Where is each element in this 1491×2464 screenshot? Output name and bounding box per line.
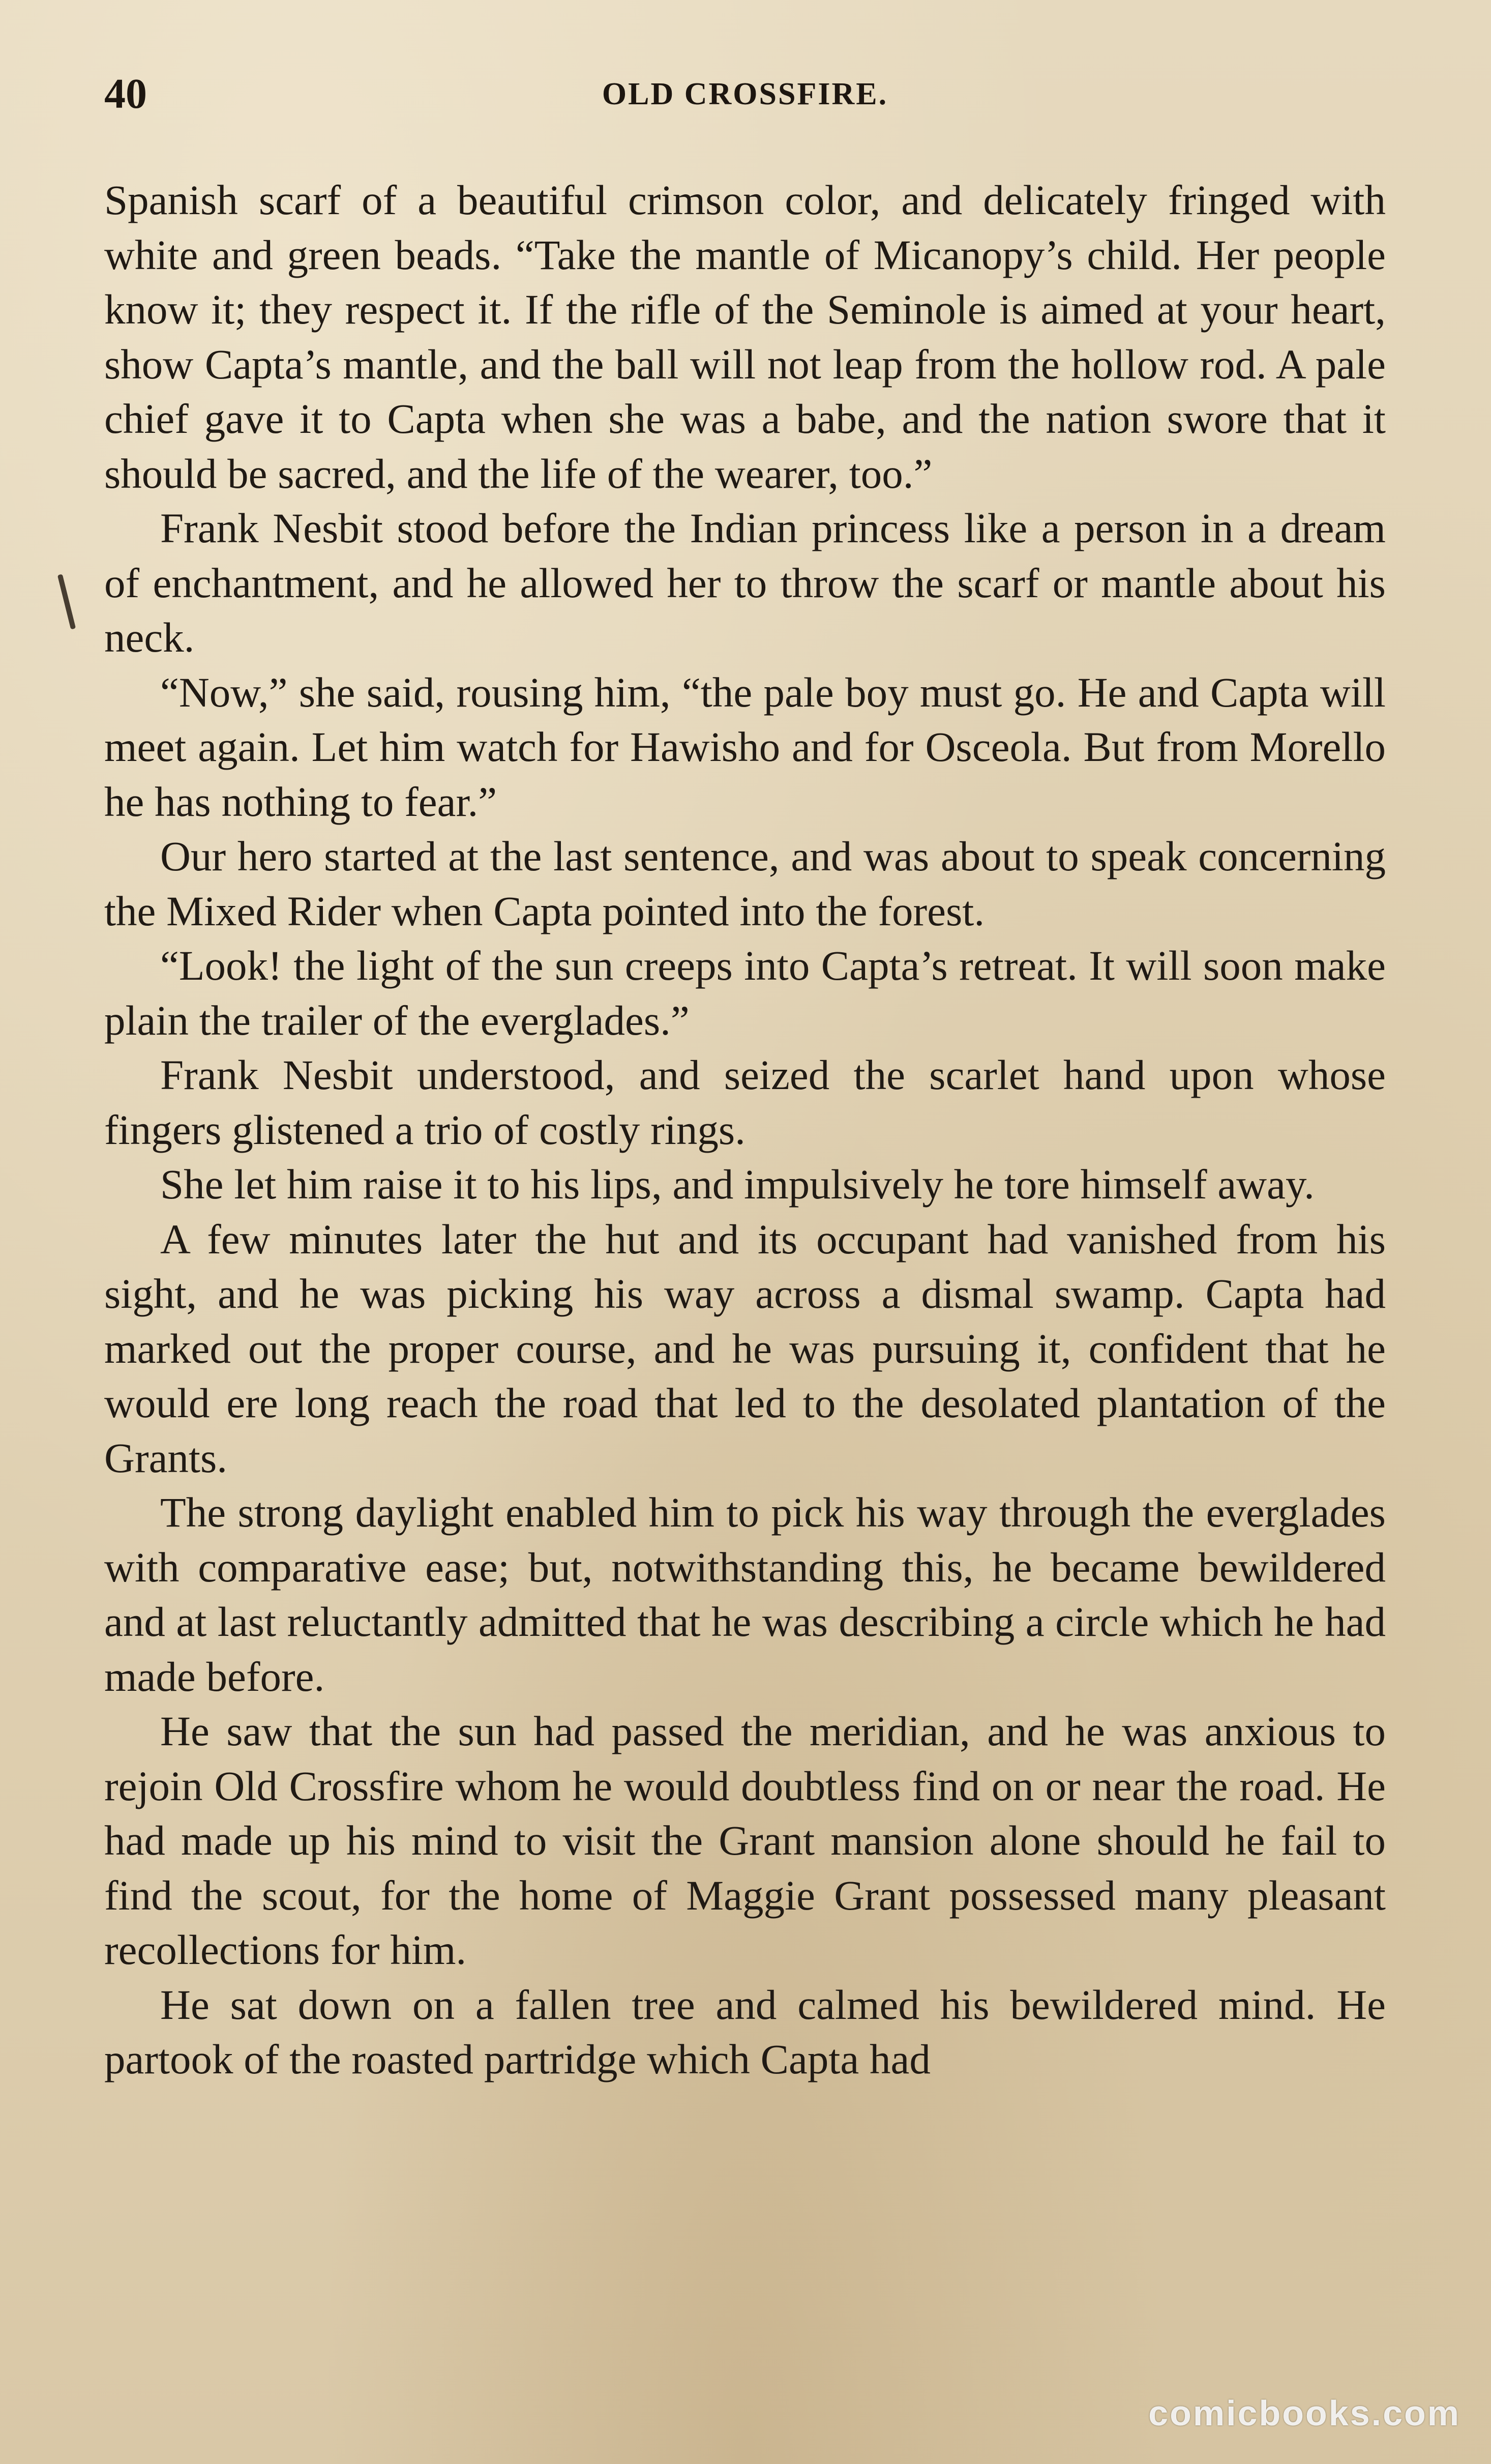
page-header xyxy=(104,66,1386,122)
paragraph: “Now,” she said, rousing him, “the pale boy must go. He and Capta will meet again. Let him watch for Hawisho and for Osceola. But from Morello he has nothing to fear.” xyxy=(104,668,1386,825)
paragraph: Frank Nesbit understood, and seized the scarlet hand upon whose fingers glistened a trio of costly rings. xyxy=(104,1051,1386,1153)
paragraph: The strong daylight enabled him to pick his way through the everglades with comparative ease; but, notwithstanding this, he became bewildered and at last reluctantly admitted that he was describing a circle which he had made before. xyxy=(104,1489,1386,1700)
running-head: OLD CROSSFIRE. xyxy=(602,77,888,111)
paragraph: She let him raise it to his lips, and impulsively he tore himself away. xyxy=(160,1161,1315,1208)
body-text xyxy=(104,173,1386,2087)
watermark: comicbooks.com xyxy=(1148,2393,1460,2433)
page-number: 40 xyxy=(104,70,147,118)
paragraph: A few minutes later the hut and its occupant had vanished from his sight, and he was picking his way across a dismal swamp. Capta had marked out the proper course, and he was pursuing it, confident that he would ere long reach the road that led to the desolated plantation of the Grants. xyxy=(104,1215,1386,1481)
paragraph: Frank Nesbit stood before the Indian princess like a person in a dream of enchantment, and he allowed her to throw the scarf or mantle about his neck. xyxy=(104,505,1386,661)
paragraph: Our hero started at the last sentence, and was about to speak concerning the Mixed Rider when Capta pointed into the forest. xyxy=(104,833,1386,934)
margin-pencil-mark xyxy=(57,574,76,629)
paragraph: He sat down on a fallen tree and calmed his bewildered mind. He partook of the roasted partridge which Capta had xyxy=(104,1981,1386,2082)
paragraph: He saw that the sun had passed the meridian, and he was anxious to rejoin Old Crossfire whom he would doubtless find on or near the road. He had made up his mind to visit the Grant mansion alone should he fail to find the scout, for the home of Maggie Grant possessed many pleasant recollections for him. xyxy=(104,1708,1386,1973)
paragraph: “Look! the light of the sun creeps into Capta’s retreat. It will soon make plain the trailer of the everglades.” xyxy=(104,942,1386,1044)
paragraph-continuation: Spanish scarf of a beautiful crimson color, and delicately fringed with white and green beads. “Take the mantle of Micanopy’s child. Her people know it; they respect it. If the rifle of the Seminole is aimed at your heart, show Capta’s mantle, and the ball will not leap from the hollow rod. A pale chief gave it to Capta when she was a babe, and the nation swore that it should be sacred, and the life of the wearer, too.” xyxy=(104,177,1386,497)
